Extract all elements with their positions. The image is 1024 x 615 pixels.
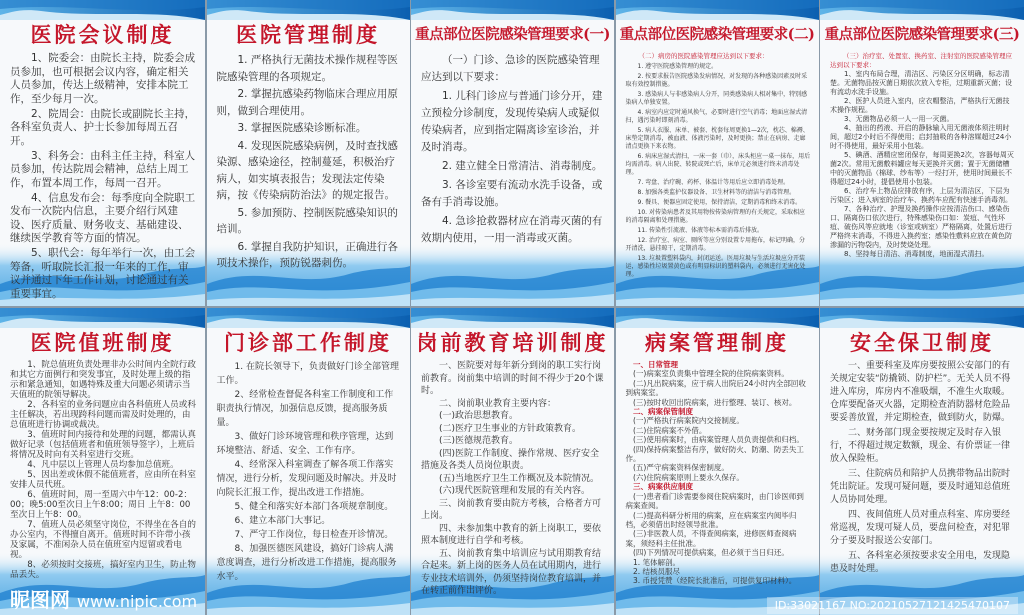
rule-paragraph: 1、室内布局合理，清洁区、污染区分区明确，标志清楚。无菌物品按灭菌日期依次放入专柜，过期重新灭菌；设有流动水洗手设施。 [830, 70, 1012, 96]
top-wave-decoration [0, 308, 205, 328]
top-wave-decoration [207, 308, 410, 328]
rule-paragraph: 3、值班时间内接待和处理的问题，都需认真做好记录（包括值班者和值班领导签字），上班后将情况及时向有关科室进行交班。 [10, 430, 196, 460]
poster-body [820, 356, 1024, 576]
section-heading: （三）治疗室、处置室、换药室、注射室的医院感染管理应达到以下要求： [830, 52, 1012, 69]
poster-title: 医院会议制度 [30, 22, 175, 47]
rule-paragraph: 10. 对传染病患者及其用物按传染病管理的有关规定，采取相应的消毒隔离和处理措施。 [625, 209, 805, 224]
rule-paragraph: 11. 传染性引流液、体液等标本需消毒后排放。 [637, 227, 763, 234]
rule-paragraph: 5、因出差或休假不能值班者，应由所在科室安排人员代班。 [10, 470, 196, 490]
rule-paragraph: （一）门诊、急诊的医院感染管理应达到以下要求： [421, 54, 600, 83]
rule-paragraph: 12. 治疗室、病室、厕所等应分别设置专用拖布，标记明确，分开清洗，悬挂晾干，定期消毒。 [625, 237, 805, 252]
top-wave-decoration [616, 0, 819, 20]
watermark-url: www.nipic.com [76, 592, 198, 611]
section-heading: 二、病案保管制度 [633, 407, 693, 417]
top-wave-decoration [820, 0, 1024, 20]
rule-paragraph: (三)非医教人员，不得查阅病案，进修医师查阅病案，须经科主任批准。 [625, 529, 797, 548]
rule-paragraph: 4、抽出的药液、开启的静脉输入用无菌液体须注明时间，超过2小时后不得使用；启封抽吸的各种溶媒超过24小时不得使用，最好采用小包装。 [830, 124, 1012, 150]
poster-panel [820, 308, 1024, 615]
rule-paragraph: 5、职代会：每年举行一次，由工会筹备，听取院长汇报一年来的工作，审议并通过下年工作计划，讨论通过有关重要事宜。 [10, 247, 196, 300]
poster-panel [0, 0, 205, 306]
rule-paragraph: 4、信息发布会：每季度向全院职工发布一次院内信息，主要介绍行风建设、医疗质量、财务收支、基础建设、继续医学教育等方面的情况。 [10, 191, 196, 244]
rule-paragraph: 五、岗前教育集中培训应与试用期教育结合起来。新上岗的医务人员在试用期内，进行专业技术培训外，仍须坚持岗位教育培训，并在转正前作出评价。 [421, 548, 602, 596]
rule-paragraph: 1. 笔体解剖。 [633, 557, 681, 567]
poster-title: 门诊部工作制度 [224, 330, 392, 355]
top-wave-decoration [207, 0, 410, 20]
rule-paragraph: 6、建立本部门大事记。 [234, 516, 331, 526]
rule-paragraph: 四、夜间值班人员对重点科室、库房要经常巡视，发现可疑人员，要盘问检查，对犯罪分子要及时报送公安部门。 [830, 510, 1011, 546]
poster-panel [820, 0, 1024, 306]
rule-paragraph: 3. 各诊室要有流动水洗手设备，或备有手消毒设施。 [421, 179, 603, 208]
rule-paragraph: (四)医院工作制度、操作常规、医疗安全措施及各类人员岗位职责。 [421, 448, 600, 471]
rule-paragraph: 7、各种治疗、护理及换药操作应按清洁伤口、感染伤口、隔离伤口依次进行，特殊感染伤口如：炭疽、气性坏疽、破伤风等应就地（诊室或病室）严格隔离，处置后进行严格终末消毒，不得进入换药室；感染性敷料应放在黄色防渗漏的污物袋内，及时焚烧处理。 [830, 205, 1012, 249]
poster-body [820, 48, 1024, 259]
rule-paragraph: 5、健全和落实好本部门各项规章制度。 [234, 502, 394, 512]
rule-paragraph: 3. 感染病人与非感染病人分开，同类感染病人相对集中，特别感染病人单独安置。 [625, 91, 808, 106]
rule-paragraph: 二、财务部门现金要按规定及时存入银行，不得超过规定数额，现金、有价票证一律放入保险柜。 [830, 428, 1011, 464]
top-wave-decoration [0, 0, 205, 20]
poster-panel [411, 0, 614, 306]
rule-paragraph: 2、院周会：由院长或副院长主持，各科室负责人、护士长参加每周五召开。 [10, 107, 196, 147]
poster-panel [411, 308, 614, 615]
poster-body [207, 356, 410, 584]
rule-paragraph: 5. 病人衣服、床单、被套、枕套每周更换1—2次，枕芯、棉褥、床垫定期消毒，被血液、体液污染时，及时更换；禁止在病房、走廊清点更换下来衣物。 [625, 127, 809, 150]
watermark-logo-cn: 昵图网 [10, 588, 70, 612]
section-heading: （二）病房的医院感染管理应达到以下要求： [638, 52, 769, 60]
top-wave-decoration [820, 308, 1024, 328]
poster-title: 医院值班制度 [30, 330, 175, 355]
rule-paragraph: (三)医德规范教育。 [439, 436, 519, 446]
poster-title: 安全保卫制度 [850, 330, 994, 355]
rule-paragraph: 五、各科室必须按要求安全用电，发现隐患及时处理。 [830, 551, 1011, 574]
rule-paragraph: 4、经常深入科室调查了解各项工作落实情况，进行分析，发现问题及时解决。并及时向院长汇报工作，提出改进工作措施。 [216, 460, 397, 498]
rule-paragraph: 2. 结核员服尽 [633, 566, 681, 576]
rule-paragraph: 8、加强医德医风建设，搞好门诊病人满意度调查，进行分析改进工作措施，提高服务水平。 [216, 544, 397, 582]
rule-paragraph: 2. 掌握抗感染药物临床合理应用原则，做到合理使用。 [216, 88, 398, 117]
rule-paragraph: 3. 掌握医院感染诊断标准。 [237, 122, 367, 134]
rule-paragraph: 3. 币授凭赞（经院长批准后，可提供复印材料）。 [633, 576, 797, 586]
rule-paragraph: 一、重要科室及库房要按照公安部门的有关规定安装“防撬锁、防护栏”。无关人员不得进入库房，库房内不准吸烟，不准生火取暖。仓库要配备灭火器，定期检查消防器材危险品要妥善放置，并定期检查，做到防火，防爆。 [830, 361, 1011, 423]
rule-paragraph: (五)当地医疗卫生工作概况及本院情况。 [439, 473, 600, 484]
rule-paragraph: 2. 按要求报告医院感染发病情况，对发现的各种感染因素及时采取有效控制措施。 [625, 73, 808, 88]
top-wave-decoration [616, 308, 819, 328]
rule-paragraph: 1. 遵守医院感染管理的规定。 [637, 63, 718, 70]
watermark-id: ID:33021167 NO:20210527121425470107 [767, 597, 1018, 614]
top-wave-decoration [411, 308, 614, 328]
rule-paragraph: (二)凡出院病案，应于病人出院后24小时内全部回收到病案室。 [625, 378, 806, 398]
poster-body [411, 356, 614, 598]
rule-paragraph: (三)使用病案时，由病案管理人员负责提供和归档。 [633, 435, 804, 445]
poster-title: 医院管理制度 [236, 22, 380, 47]
top-wave-decoration [411, 0, 614, 20]
rule-paragraph: 9. 餐具、便器应固定使用，保持清洁，定期消毒和终末消毒。 [637, 199, 802, 206]
nipic-watermark-logo [10, 588, 197, 614]
rule-paragraph: 4. 病室内应定时通风换气，必要时进行空气消毒；地面应湿式清扫，遇污染时即刻消毒。 [625, 109, 808, 124]
rule-paragraph: 5、碘酒、酒精应密闭保存，每周更换2次，容器每周灭菌2次。常用无菌敷料罐应每天更换并灭菌；置于无菌储槽中的灭菌物品（棉球、纱布等）一经打开，使用时间最长不得超过24小时，提倡使用小包装。 [830, 151, 1014, 186]
poster-panel [616, 0, 819, 306]
rule-paragraph: 1. 儿科门诊应与普通门诊分开，建立预检分诊制度，发现传染病人或疑似传染病者，应到指定隔离诊室诊治，并及时消毒。 [421, 90, 603, 153]
rule-paragraph: (二)医疗卫生事业的方针政策教育。 [439, 423, 582, 434]
rule-paragraph: (一)病案室负责集中管理全院的住院病案资料。 [633, 369, 789, 379]
rule-paragraph: 6、值班时间，周一至周六中午12：00-2：00；晚5:00至次日上午8:00；周日 上午8：00至次日上午8：00。 [10, 490, 193, 520]
poster-panel [0, 308, 205, 615]
rule-paragraph: 7、值班人员必须坚守岗位，不得坐在各自的办公室内，不得擅自离开。值班时间不许带小孩及家属，不准闲杂人员在值班室内逗留或看电视。 [10, 520, 196, 560]
rule-paragraph: 1. 严格执行无菌技术操作规程等医院感染管理的各项规定。 [216, 54, 398, 83]
rule-paragraph: 3、做好门诊环境管理和秩序管理，达到环境整洁、舒适、安全、工作有序。 [216, 432, 394, 456]
poster-title: 岗前教育培训制度 [416, 330, 609, 355]
poster-title: 病案管理制度 [645, 330, 789, 355]
rule-paragraph: 8. 加强各类监护仪器设备、卫生材料等的清洁与消毒管理。 [637, 189, 796, 196]
rule-paragraph: 6. 掌握自我防护知识，正确进行各项技术操作，预防锐器刺伤。 [216, 240, 398, 269]
poster-body [0, 356, 205, 580]
rule-paragraph: 1、院总值班负责处理非办公时间内全院行政和其它方面例行和突发事宜，及时处理上级的指示和紧急通知，如遇特殊及重大问题必须请示当天值班的院领导解决。 [10, 360, 196, 400]
poster-body [616, 356, 819, 586]
rule-paragraph: (四)保持病案整洁有序，做好防火、防潮、防丢失工作。 [625, 444, 804, 464]
rule-paragraph: (一)患者看门诊需要参阅住院病案时，由门诊医师到病案查阅。 [625, 491, 804, 511]
rule-paragraph: 2、经常检查督促各科室工作制度和工作职责执行情况，加强信息反馈，提高服务质量。 [216, 390, 394, 428]
poster-title: 重点部位医院感染管理要求(一) [415, 26, 610, 43]
rule-paragraph: 一、医院要对每年新分到岗的职工实行岗前教育。岗前集中培训的时间不得少于20个课时。 [421, 361, 604, 396]
poster-body [411, 48, 614, 247]
rule-paragraph: 7. 弯盘、治疗碗、药杯、体温计等用后应立即消毒处理。 [637, 179, 790, 186]
poster-panel [616, 308, 819, 615]
poster-title: 重点部位医院感染管理要求(三) [824, 26, 1020, 43]
rule-paragraph: (二)提高科研分析用的病案，应在病案室内阅毕归档，必须借出时经领导批准。 [625, 510, 797, 529]
poster-body [0, 48, 205, 301]
rule-paragraph: (三)按时收回出院病案，进行整理、装订、核对。 [633, 397, 797, 407]
rule-paragraph: 三、岗前教育要由院方考核，合格者方可上岗。 [421, 498, 602, 521]
rule-paragraph: (一)严格执行病案院内交接制度。 [633, 416, 744, 426]
rule-paragraph: 4、凡中层以上管理人员均参加总值班。 [27, 460, 179, 470]
rule-paragraph: 1、院委会：由院长主持，院委会成员参加，也可根据会议内容，确定相关人员参加，传达上级精神，安排本院工作，至少每月一次。 [10, 52, 196, 105]
rule-paragraph: 三、住院病员和陪护人员携带物品出院时凭出院证。发现可疑问题，要及时通知总值班人员协同处理。 [830, 469, 1011, 505]
rule-paragraph: 7、严守工作岗位，每日检查开诊情况。 [234, 530, 394, 540]
rule-paragraph: (六)住院病案原则上要永久保存。 [633, 472, 744, 482]
rule-paragraph: (六)现代医院管理和发展的有关内容。 [439, 486, 591, 496]
rule-paragraph: 8、必须按时交接班，搞好室内卫生，防止物品丢失。 [10, 560, 196, 580]
section-heading: 一、日常管理 [633, 360, 678, 369]
section-heading: 三、病案供应制度 [633, 482, 693, 492]
rule-paragraph: (四)下列情况可提供病案，但必须于当日归还。 [633, 548, 789, 558]
bottom-wave-decoration [411, 244, 614, 306]
rule-paragraph: 6、治疗车上物品应排放有序，上层为清洁区，下层为污染区；进入病室的治疗车、换药车应配有快速手消毒剂。 [830, 187, 1012, 204]
rule-paragraph: 8、坚持每日清洁、消毒制度，地面湿式清扫。 [844, 250, 989, 258]
rule-paragraph: (二)住院病案不外借。 [633, 425, 707, 435]
poster-body [616, 48, 819, 279]
poster-body [207, 48, 410, 272]
rule-paragraph: 4. 发现医院感染病例，及时查找感染源、感染途径，控制蔓延，积极治疗病人，如实填表报告；发现法定传染病，按《传染病防治法》的规定报告。 [216, 139, 398, 201]
rule-paragraph: 1. 在院长领导下，负责做好门诊全部管理工作。 [216, 362, 399, 386]
rule-paragraph: 3、科务会：由科主任主持，科室人员参加，传达院周会精神，总结上周工作，布置本周工作，每周一召开。 [10, 149, 196, 189]
rule-paragraph: 4. 急诊抢救器材应在消毒灭菌的有效期内使用，一用一消毒或灭菌。 [421, 215, 603, 244]
rule-paragraph: 3、无菌物品必须一人一用一灭菌。 [844, 115, 954, 123]
rule-paragraph: (五)严守病案资料保密制度。 [633, 463, 729, 473]
rule-paragraph: 2. 建立健全日常清洁、消毒制度。 [442, 160, 603, 172]
rule-paragraph: 13. 垃圾置塑料袋内，封闭运送。医用垃圾与生活垃圾应分开装运，感染性垃圾置黄色或有明显标识的塑料袋内，必须进行无害化处理。 [625, 255, 806, 278]
rule-paragraph: 2、医护人员进入室内，应衣帽整洁，严格执行无菌技术操作规程。 [830, 97, 1010, 114]
poster-title: 重点部位医院感染管理要求(二) [619, 26, 815, 43]
rule-paragraph: 2、各科室的业务问题应由各科值班人员或科主任解决，若出现跨科问题而需及时处理的，由总值班进行协调或裁决。 [10, 400, 196, 430]
poster-panel [207, 308, 410, 615]
rule-paragraph: 5. 参加预防、控制医院感染知识的培训。 [216, 206, 398, 235]
rule-paragraph: 二、岗前职业教育主要内容： [439, 398, 557, 409]
rule-paragraph: (一)政治思想教育。 [439, 411, 519, 421]
poster-panel [207, 0, 410, 306]
rule-paragraph: 四、未参加集中教育的新上岗职工，要依照本制度进行自学和考核。 [421, 523, 602, 546]
rule-paragraph: 6. 病床应湿式清扫，一床一套（巾），床头柜应一桌一抹布，用后均需消毒。病人出院、转院或死亡后，床单元必须进行终末消毒处理。 [625, 153, 811, 176]
